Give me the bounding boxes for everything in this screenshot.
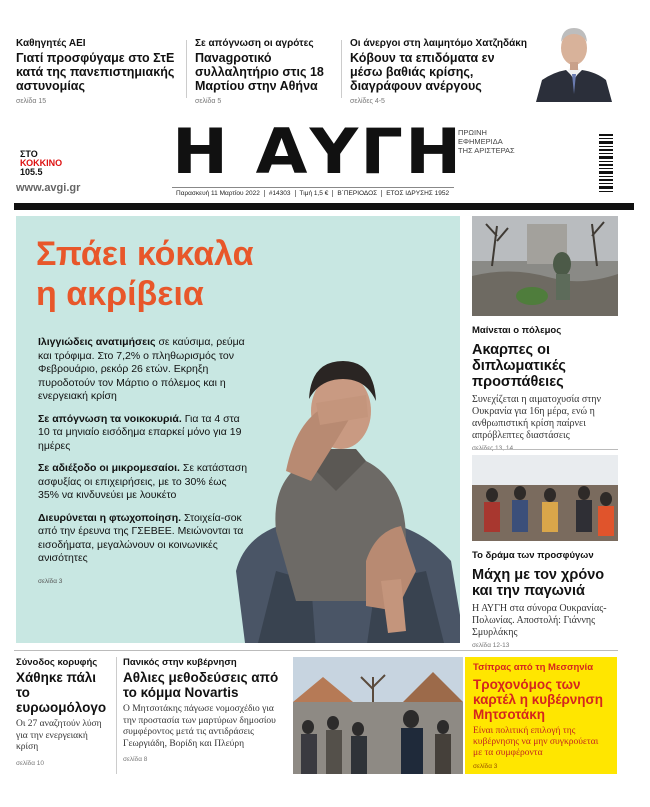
radio-logo[interactable] bbox=[20, 150, 62, 177]
lead-headline bbox=[36, 234, 254, 314]
lead-paragraph bbox=[38, 462, 248, 503]
dateline-issue: #14303 bbox=[265, 190, 296, 197]
bottom-story-tsipras[interactable] bbox=[465, 657, 617, 774]
lead-paragraph-lead: Σε αδιέξοδο οι μικρομεσαίοι. bbox=[38, 462, 180, 474]
subtitle-line: ΠΡΩΙΝΗ bbox=[458, 128, 487, 137]
divider bbox=[472, 449, 618, 450]
lead-page-ref: σελίδα 3 bbox=[38, 577, 63, 585]
lead-paragraph bbox=[38, 512, 248, 566]
newspaper-subtitle bbox=[458, 128, 515, 155]
lead-body bbox=[38, 336, 248, 588]
bottom-deck: Είναι πολιτική επιλογή της κυβέρνησης να μην συγκρούεται με τα συμφέροντα bbox=[473, 726, 599, 758]
lead-paragraph-text: Στοιχεία-σοκ από την έρευνα της ΓΣΕΒΕΕ. Μειώνονται τα εισοδήματα, μεγαλώνουν οι κοινωνικές ανισότητες bbox=[38, 511, 244, 564]
bottom-story-eu[interactable] bbox=[16, 657, 112, 767]
lead-paragraph-text: σε καύσιμα, ρεύμα και τρόφιμα. Στο 7,2% ο πληθωρισμός τον Φεβρουάριο, ρεκόρ 26 ετών. Εκρηξη πυροδοτούν τον Μάρτιο ο πόλεμος και η ενεργειακή κρίση bbox=[38, 336, 245, 402]
lead-paragraph-lead: Σε απόγνωση τα νοικοκυριά. bbox=[38, 412, 182, 425]
lead-paragraph-text: Για τα 4 στα 10 τα μηνιαίο εισόδημα επαρκεί μόνο για 19 ημέρες bbox=[38, 412, 242, 452]
radio-logo-line: ΣΤΟ bbox=[20, 149, 38, 159]
site-url-link[interactable]: www.avgi.gr bbox=[16, 182, 81, 194]
radio-logo-line: ΚΟΚΚΙΝΟ bbox=[20, 158, 63, 168]
top-teasers bbox=[0, 0, 650, 108]
teaser-2[interactable] bbox=[195, 38, 335, 105]
dateline bbox=[172, 187, 454, 197]
radio-logo-line: 105.5 bbox=[20, 167, 43, 177]
teaser-kicker: Καθηγητές ΑΕΙ bbox=[16, 38, 86, 49]
bottom-headline: Αθλιες μεθοδεύσεις από το κόμμα Novartis bbox=[123, 670, 279, 700]
barcode-icon bbox=[598, 132, 614, 194]
war-rubble-photo bbox=[472, 216, 618, 316]
side-headline: Ακαρπες οι διπλωματικές προσπάθειες bbox=[472, 342, 566, 390]
masthead-rule bbox=[14, 203, 634, 210]
bottom-kicker: Σύνοδος κορυφής bbox=[16, 657, 98, 668]
bottom-headline: Χάθηκε πάλι το ευρωομόλογο bbox=[16, 670, 107, 715]
side-headline: Μάχη με τον χρόνο και την παγωνιά bbox=[472, 567, 605, 599]
subtitle-line: ΤΗΣ ΑΡΙΣΤΕΡΑΣ bbox=[458, 146, 515, 155]
bottom-kicker: Τσίπρας από τη Μεσσηνία bbox=[473, 662, 594, 673]
refugees-photo bbox=[472, 455, 618, 541]
teaser-title: Γιατί προσφύγαμε στο ΣτΕ κατά της πανεπιστημιακής αστυνομίας bbox=[16, 51, 175, 93]
divider bbox=[14, 650, 618, 651]
lead-story[interactable] bbox=[16, 216, 460, 643]
bottom-page-ref: σελίδα 10 bbox=[16, 759, 45, 767]
lead-headline-line: Σπάει κόκαλα bbox=[36, 235, 254, 273]
politician-portrait bbox=[532, 18, 616, 102]
lead-paragraph-lead: Ιλιγγιώδεις ανατιμήσεις bbox=[38, 336, 156, 348]
side-story-refugees[interactable] bbox=[472, 455, 618, 649]
bottom-deck: Ο Μητσοτάκης πάγωσε νομοσχέδιο για την προστασία των μαρτύρων δημοσίου συμφέροντος μετά τις αντιδράσεις Γεωργιάδη, Βορίδη και Πλεύρη bbox=[123, 704, 276, 749]
bottom-headline: Τροχονόμος των καρτέλ η κυβέρνηση Μητσοτάκη bbox=[473, 677, 604, 722]
side-story-war[interactable] bbox=[472, 216, 618, 452]
dateline-founded: ΕΤΟΣ ΙΔΡΥΣΗΣ 1952 bbox=[386, 190, 450, 197]
teaser-kicker: Οι άνεργοι στη λαιμητόμο Χατζηδάκη bbox=[350, 38, 527, 49]
teaser-page: σελίδα 15 bbox=[16, 98, 47, 105]
newspaper-title: Η ΑΥΓΗ bbox=[172, 115, 464, 188]
subtitle-line: ΕΦΗΜΕΡΙΔΑ bbox=[458, 137, 503, 146]
teaser-1[interactable] bbox=[16, 38, 181, 105]
teaser-title: Κόβουν τα επιδόματα εν μέσω βαθιάς κρίσης, διαγράφουν ανέργους bbox=[350, 51, 495, 93]
bottom-page-ref: σελίδα 8 bbox=[123, 756, 148, 763]
teaser-kicker: Σε απόγνωση οι αγρότες bbox=[195, 38, 314, 49]
lead-headline-line: η ακρίβεια bbox=[36, 275, 204, 313]
lead-paragraph bbox=[38, 336, 248, 404]
side-deck: Συνεχίζεται η αιματοχυσία στην Ουκρανία για 16η μέρα, ενώ η ανθρωπιστική κρίση παίρνει απρόβλεπτες διαστάσεις bbox=[472, 394, 602, 441]
dateline-price: Τιμή 1,5 € bbox=[296, 190, 334, 197]
divider bbox=[116, 657, 117, 774]
side-kicker: Το δράμα των προσφύγων bbox=[472, 550, 594, 561]
side-deck: Η ΑΥΓΗ στα σύνορα Ουκρανίας-Πολωνίας. Αποστολή: Γιάννης Σμυρλάκης bbox=[472, 603, 607, 638]
distressed-man-photo bbox=[216, 331, 460, 643]
bottom-page-ref: σελίδα 3 bbox=[473, 763, 498, 770]
rally-photo bbox=[293, 657, 463, 774]
side-kicker: Μαίνεται ο πόλεμος bbox=[472, 325, 562, 336]
lead-paragraph bbox=[38, 413, 248, 454]
teaser-3[interactable] bbox=[350, 38, 530, 105]
side-page-ref: σελίδα 12-13 bbox=[472, 642, 510, 649]
dateline-date: Παρασκευή 11 Μαρτίου 2022 bbox=[172, 190, 265, 197]
bottom-deck: Οι 27 αναζητούν λύση για την ενεργειακή κρίση bbox=[16, 719, 102, 752]
teaser-title: Πανagροτικό συλλαλητήριο στις 18 Μαρτίου στην Αθήνα bbox=[195, 51, 324, 93]
teaser-page: σελίδα 5 bbox=[195, 98, 222, 105]
lead-paragraph-text: Σε κατάσταση ασφυξίας οι επιχειρήσεις, με το 30% έως 35% να κινδυνεύει με λουκέτο bbox=[38, 462, 248, 501]
teaser-page: σελίδες 4-5 bbox=[350, 98, 385, 105]
bottom-kicker: Πανικός στην κυβέρνηση bbox=[123, 657, 237, 668]
dateline-period: Β΄ΠΕΡΙΟΔΟΣ bbox=[333, 190, 382, 197]
bottom-story-novartis[interactable] bbox=[123, 657, 287, 763]
divider bbox=[341, 40, 342, 98]
divider bbox=[186, 40, 187, 98]
lead-paragraph-lead: Διευρύνεται η φτωχοποίηση. bbox=[38, 511, 182, 524]
